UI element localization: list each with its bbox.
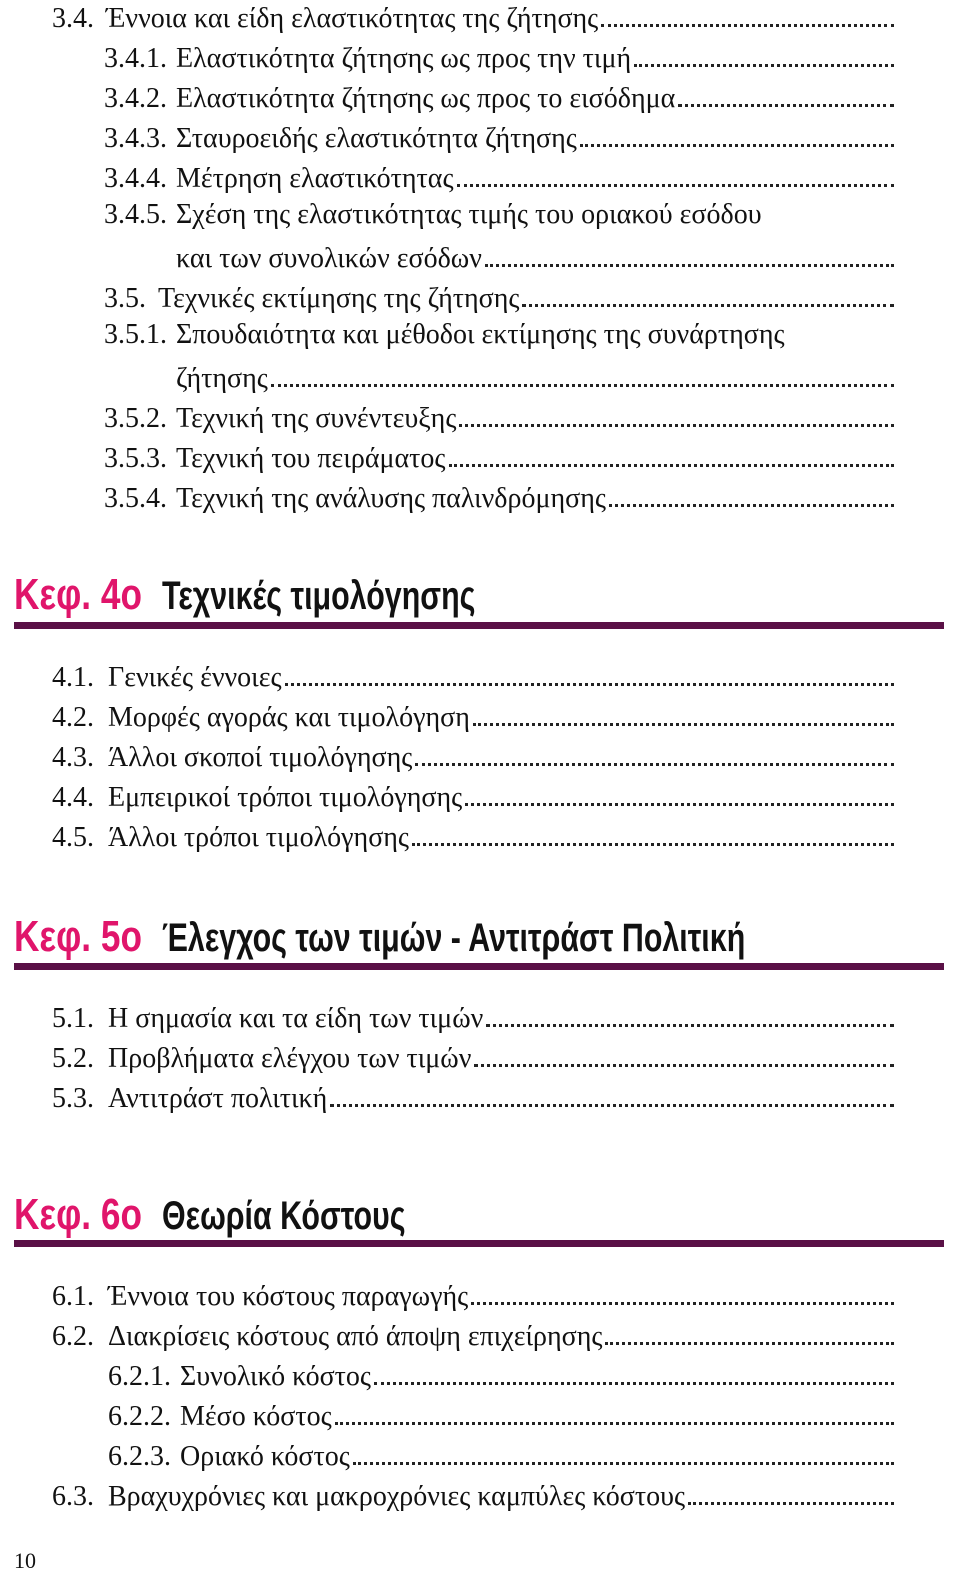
entry-number: 3.4.3. [104, 123, 167, 154]
dot-leader [335, 1422, 894, 1425]
dot-leader [374, 1382, 894, 1385]
entry-title: Άλλοι σκοποί τιμολόγησης [108, 742, 413, 773]
entry-title: Τεχνική του πειράματος [176, 443, 446, 474]
entry-title: Έννοια του κόστους παραγωγής [108, 1281, 469, 1312]
toc-entry-3-5[interactable] [104, 278, 894, 316]
chapter-label: Κεφ. 4ο [14, 570, 142, 619]
chapter-title: Έλεγχος των τιμών - Αντιτράστ Πολιτική [162, 916, 746, 960]
entry-number: 3.4.5. [104, 199, 167, 230]
dot-leader [678, 104, 894, 107]
entry-number: 4.3. [52, 742, 94, 773]
entry-title: Ελαστικότητα ζήτησης ως προς το εισόδημα [176, 83, 676, 114]
entry-title: Σταυροειδής ελαστικότητα ζήτησης [176, 123, 577, 154]
entry-title: Συνολικό κόστος [180, 1361, 372, 1392]
entry-number: 6.2.2. [108, 1401, 171, 1432]
toc-entry-6-2-2[interactable] [108, 1396, 894, 1434]
dot-leader [353, 1462, 894, 1465]
chapter-6-heading [14, 1184, 482, 1240]
entry-title-continued: και των συνολικών εσόδων [176, 243, 482, 274]
toc-entry-5-3[interactable] [52, 1078, 894, 1116]
chapter-label: Κεφ. 5ο [14, 912, 142, 961]
toc-entry-3-5-1-first-line[interactable] [104, 318, 785, 356]
entry-title: Έννοια και είδη ελαστικότητας της ζήτησης [106, 3, 599, 34]
entry-title: Γενικές έννοιες [108, 662, 282, 693]
entry-number: 6.1. [52, 1281, 94, 1312]
toc-entry-6-3[interactable] [52, 1476, 894, 1514]
toc-entry-3-4-5-first-line[interactable] [104, 198, 762, 236]
dot-leader [457, 184, 894, 187]
entry-number: 5.2. [52, 1043, 94, 1074]
entry-title: Σπουδαιότητα και μέθοδοι εκτίμησης της συνάρτησης [176, 319, 785, 350]
dot-leader [330, 1104, 894, 1107]
dot-leader [449, 464, 894, 467]
entry-title: Διακρίσεις κόστους από άποψη επιχείρησης [108, 1321, 603, 1352]
entry-number: 4.5. [52, 822, 94, 853]
entry-number: 3.5.2. [104, 403, 167, 434]
entry-number: 3.5.4. [104, 483, 167, 514]
toc-entry-6-2[interactable] [52, 1316, 894, 1354]
entry-title: Τεχνική της ανάλυσης παλινδρόμησης [176, 483, 606, 514]
entry-title: Εμπειρικοί τρόποι τιμολόγησης [108, 782, 463, 813]
dot-leader [522, 304, 894, 307]
dot-leader [486, 1024, 894, 1027]
dot-leader [609, 504, 894, 507]
dot-leader [415, 763, 894, 766]
entry-title: Μορφές αγοράς και τιμολόγηση [108, 702, 470, 733]
toc-entry-3-5-4[interactable] [104, 478, 894, 516]
entry-number: 3.5.1. [104, 319, 167, 350]
entry-title-continued: ζήτησης [176, 363, 268, 394]
chapter-title: Θεωρία Κόστους [162, 1194, 406, 1238]
toc-entry-4-3[interactable] [52, 737, 894, 775]
toc-entry-4-1[interactable] [52, 657, 894, 695]
entry-title: Ελαστικότητα ζήτησης ως προς την τιμή [176, 43, 632, 74]
toc-entry-3-4-5[interactable] [176, 238, 894, 276]
entry-number: 3.5.3. [104, 443, 167, 474]
toc-entry-6-1[interactable] [52, 1276, 894, 1314]
entry-number: 6.2. [52, 1321, 94, 1352]
dot-leader [474, 1064, 894, 1067]
dot-leader [471, 1302, 894, 1305]
toc-entry-3-4-2[interactable] [104, 78, 894, 116]
chapter-label: Κεφ. 6ο [14, 1190, 142, 1239]
dot-leader [688, 1502, 894, 1505]
entry-number: 4.1. [52, 662, 94, 693]
entry-title: Βραχυχρόνιες και μακροχρόνιες καμπύλες κόστους [108, 1481, 686, 1512]
toc-entry-6-2-1[interactable] [108, 1356, 894, 1394]
entry-title: Αντιτράστ πολιτική [108, 1083, 328, 1114]
toc-entry-4-4[interactable] [52, 777, 894, 815]
toc-entry-3-5-2[interactable] [104, 398, 894, 436]
chapter-title: Τεχνικές τιμολόγησης [162, 574, 476, 618]
entry-number: 6.2.3. [108, 1441, 171, 1472]
entry-title: Σχέση της ελαστικότητας τιμής του οριακού εσόδου [176, 199, 762, 230]
dot-leader [601, 24, 894, 27]
dot-leader [485, 264, 894, 267]
entry-title: Οριακό κόστος [180, 1441, 350, 1472]
page-number: 10 [14, 1548, 36, 1573]
dot-leader [605, 1342, 894, 1345]
entry-number: 5.1. [52, 1003, 94, 1034]
toc-entry-6-2-3[interactable] [108, 1436, 894, 1474]
entry-title: Τεχνικές εκτίμησης της ζήτησης [158, 283, 520, 314]
entry-number: 3.4.4. [104, 163, 167, 194]
dot-leader [271, 384, 894, 387]
dot-leader [634, 64, 894, 67]
entry-title: Η σημασία και τα είδη των τιμών [108, 1003, 484, 1034]
dot-leader [465, 803, 894, 806]
toc-entry-3-4-4[interactable] [104, 158, 894, 196]
dot-leader [412, 843, 894, 846]
toc-entry-5-1[interactable] [52, 998, 894, 1036]
dot-leader [285, 683, 894, 686]
entry-number: 3.4.2. [104, 83, 167, 114]
entry-number: 5.3. [52, 1083, 94, 1114]
toc-entry-3-5-1[interactable] [176, 358, 894, 396]
entry-number: 6.3. [52, 1481, 94, 1512]
entry-number: 3.5. [104, 283, 146, 314]
entry-number: 4.4. [52, 782, 94, 813]
entry-number: 3.4. [52, 3, 94, 34]
entry-number: 3.4.1. [104, 43, 167, 74]
chapter-divider [14, 1240, 944, 1247]
entry-number: 4.2. [52, 702, 94, 733]
toc-entry-3-4-3[interactable] [104, 118, 894, 156]
toc-entry-5-2[interactable] [52, 1038, 894, 1076]
dot-leader [473, 723, 894, 726]
chapter-divider [14, 622, 944, 629]
chapter-4-heading [14, 564, 574, 620]
entry-title: Άλλοι τρόποι τιμολόγησης [108, 822, 410, 853]
toc-entry-4-5[interactable] [52, 817, 894, 855]
entry-number: 6.2.1. [108, 1361, 171, 1392]
entry-title: Μέτρηση ελαστικότητας [176, 163, 454, 194]
dot-leader [580, 144, 894, 147]
toc-entry-3-5-3[interactable] [104, 438, 894, 476]
entry-title: Προβλήματα ελέγχου των τιμών [108, 1043, 472, 1074]
toc-entry-3-4-1[interactable] [104, 38, 894, 76]
entry-title: Τεχνική της συνέντευξης [176, 403, 457, 434]
entry-title: Μέσο κόστος [180, 1401, 332, 1432]
toc-entry-4-2[interactable] [52, 697, 894, 735]
chapter-divider [14, 963, 944, 970]
toc-entry-3-4[interactable] [52, 0, 894, 36]
dot-leader [459, 424, 894, 427]
chapter-5-heading [14, 906, 929, 962]
